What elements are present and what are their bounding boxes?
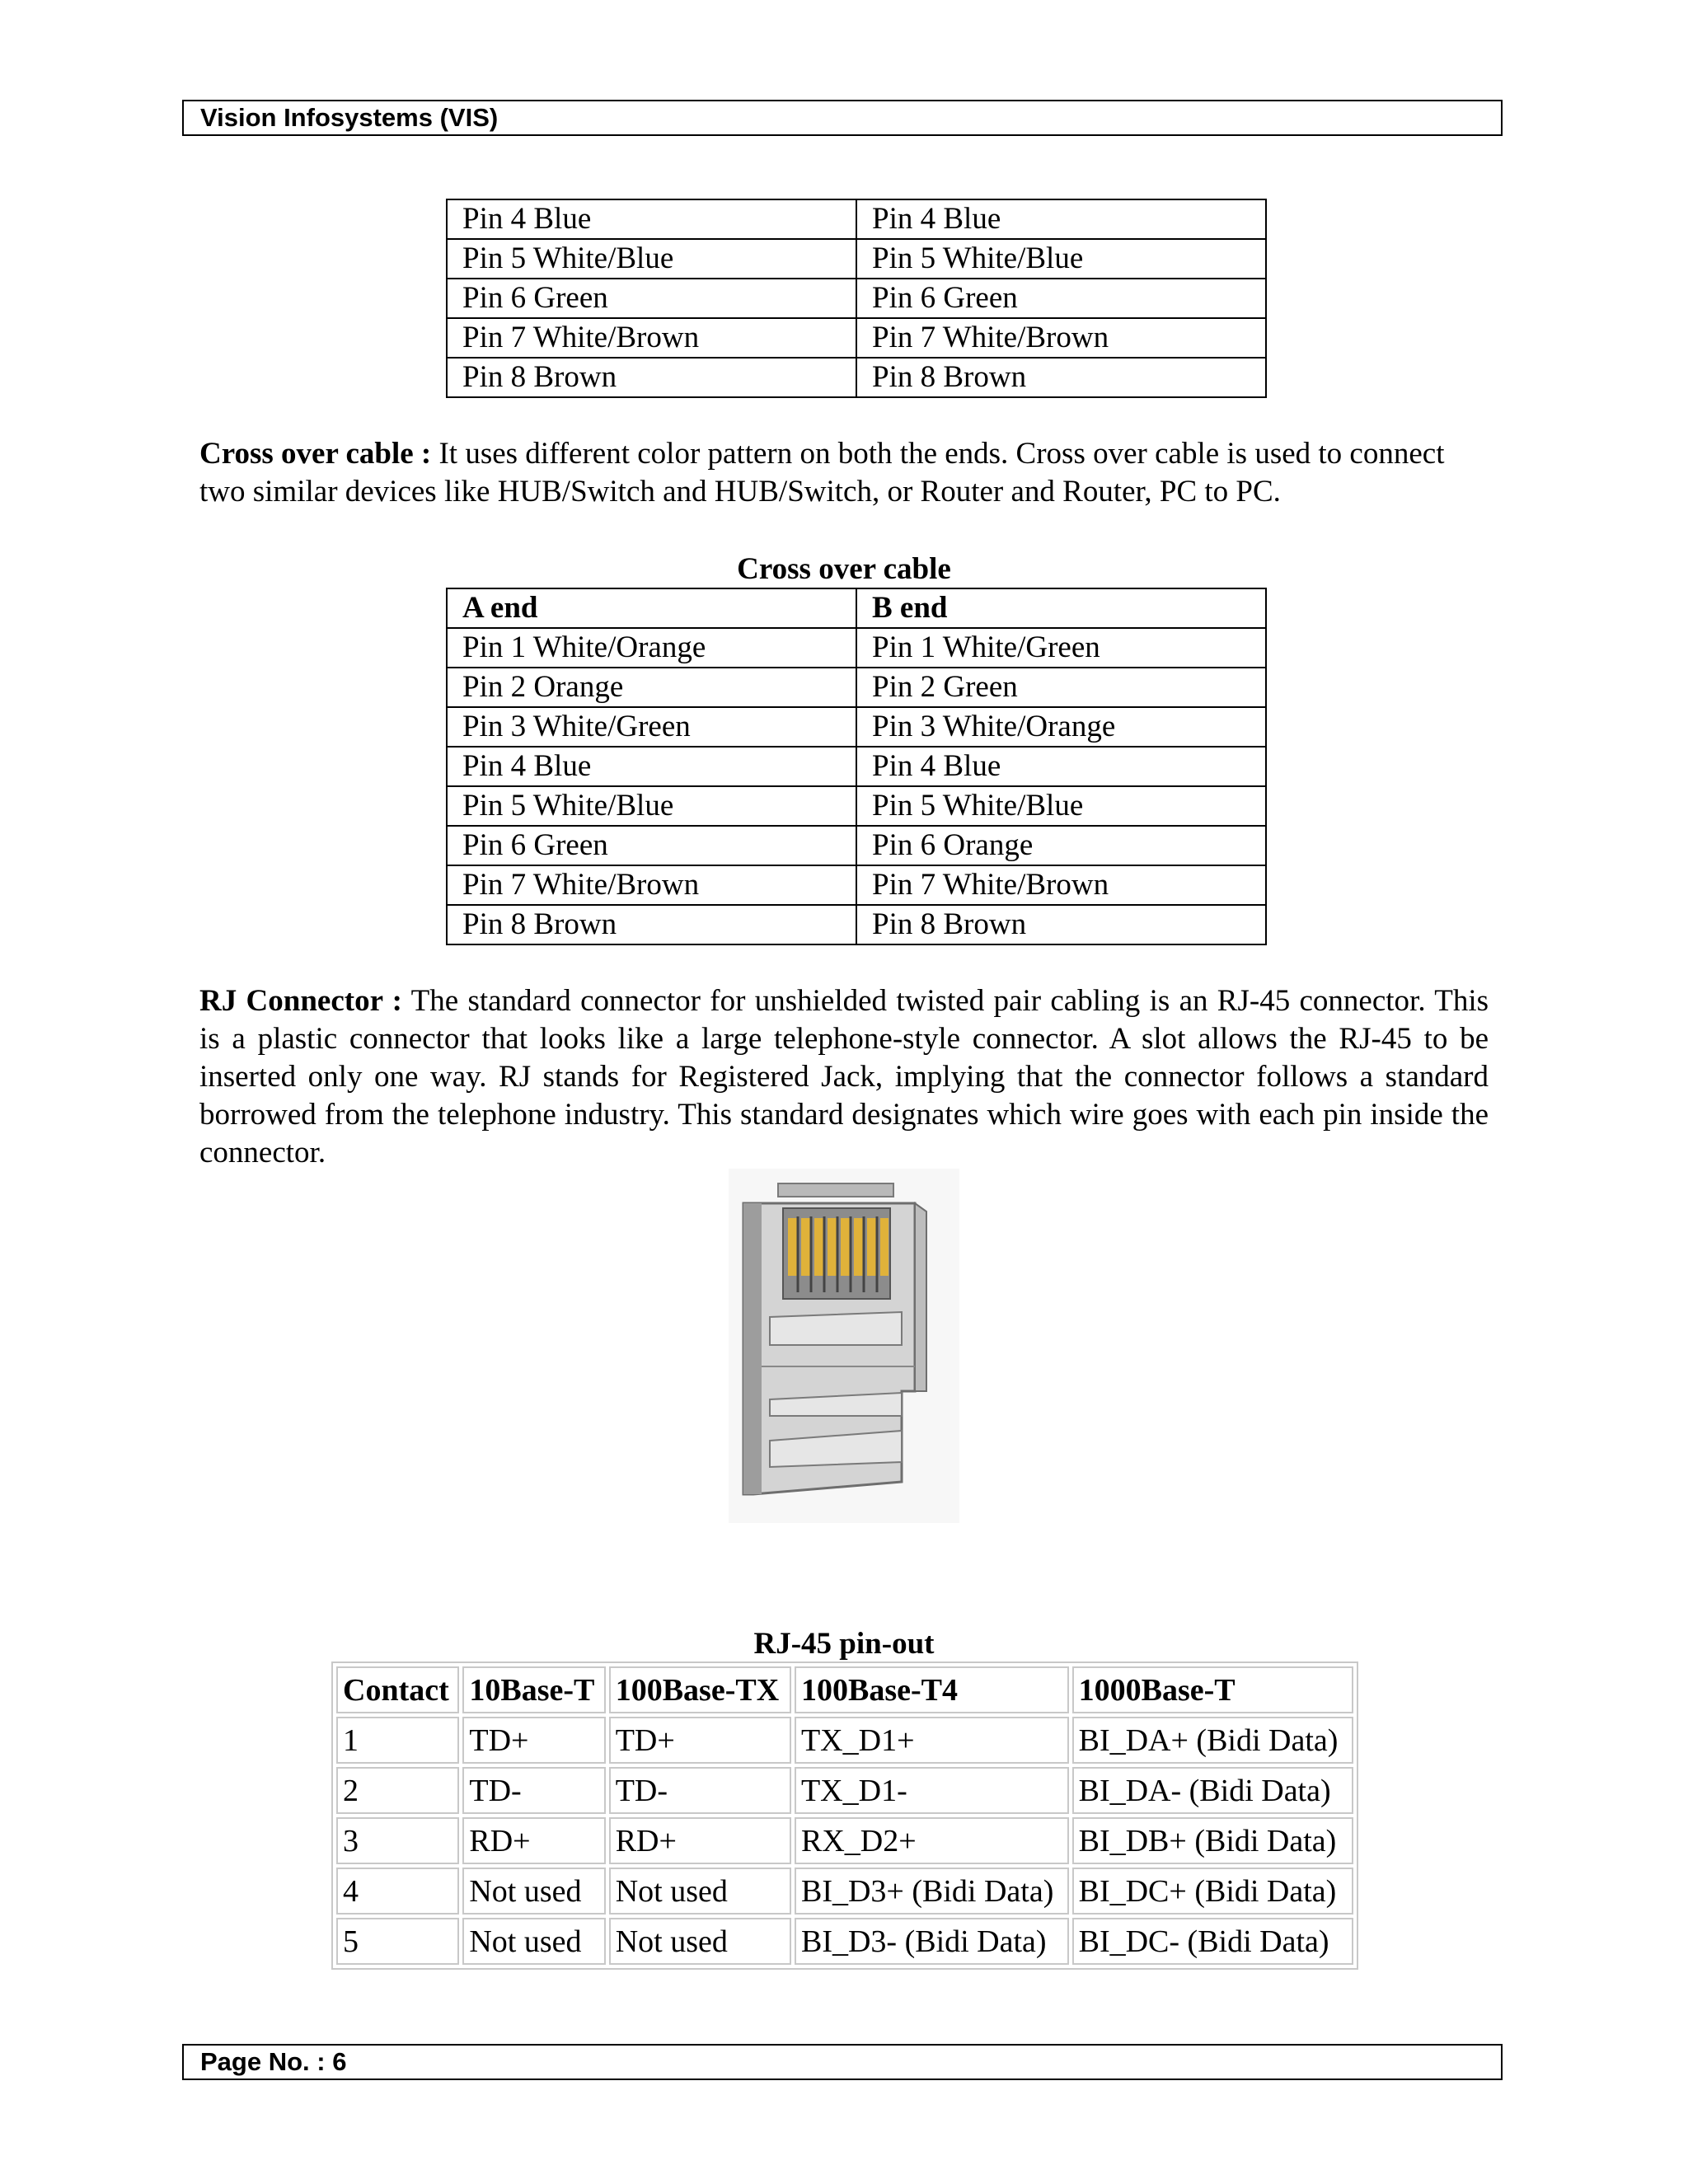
column-header: 1000Base-T xyxy=(1072,1666,1353,1713)
column-header: Contact xyxy=(336,1666,459,1713)
table-cell: RD+ xyxy=(609,1817,791,1864)
table-cell: Not used xyxy=(462,1918,605,1965)
table-row xyxy=(447,707,1266,747)
table-cell: Pin 4 Blue xyxy=(447,199,856,239)
table-row xyxy=(336,1767,1353,1814)
table-cell: Pin 5 White/Blue xyxy=(856,786,1266,826)
table-row xyxy=(447,826,1266,865)
column-header: 100Base-T4 xyxy=(795,1666,1069,1713)
table-row xyxy=(447,786,1266,826)
cross-over-table xyxy=(446,588,1267,945)
table-cell: Not used xyxy=(609,1918,791,1965)
table-cell: Pin 8 Brown xyxy=(447,358,856,397)
table-cell: Pin 4 Blue xyxy=(856,199,1266,239)
table-cell: RX_D2+ xyxy=(795,1817,1069,1864)
table-cell: Pin 5 White/Blue xyxy=(447,786,856,826)
table-row xyxy=(336,1717,1353,1764)
table-row xyxy=(336,1817,1353,1864)
table-cell: Pin 4 Blue xyxy=(447,747,856,786)
table-cell: 3 xyxy=(336,1817,459,1864)
table-cell: RD+ xyxy=(462,1817,605,1864)
table-cell: BI_DB+ (Bidi Data) xyxy=(1072,1817,1353,1864)
table-cell: TD- xyxy=(462,1767,605,1814)
rj45-pinout-caption: RJ-45 pin-out xyxy=(753,1627,935,1661)
cross-over-text: It uses different color pattern on both the ends. Cross over cable is used to connect two similar devices like HUB/Switch and HUB/Switch, or Router and Router, PC to PC. xyxy=(199,437,1445,509)
table-cell: 2 xyxy=(336,1767,459,1814)
table-cell: Pin 1 White/Green xyxy=(856,628,1266,668)
table-cell: TD+ xyxy=(609,1717,791,1764)
table-cell: 4 xyxy=(336,1868,459,1915)
table-row xyxy=(447,318,1266,358)
table-cell: 5 xyxy=(336,1918,459,1965)
column-header: B end xyxy=(856,588,1266,628)
page-header xyxy=(182,100,1503,136)
table-cell: BI_D3- (Bidi Data) xyxy=(795,1918,1069,1965)
table-cell: 1 xyxy=(336,1717,459,1764)
table-cell: Pin 3 White/Green xyxy=(447,707,856,747)
table-cell: Pin 1 White/Orange xyxy=(447,628,856,668)
table-cell: Pin 2 Green xyxy=(856,668,1266,707)
table-cell: Pin 7 White/Brown xyxy=(856,318,1266,358)
rj-connector-paragraph xyxy=(199,982,1489,1172)
table-cell: Pin 6 Orange xyxy=(856,826,1266,865)
table-cell: Pin 8 Brown xyxy=(856,905,1266,944)
table-row xyxy=(447,239,1266,279)
table-cell: Pin 7 White/Brown xyxy=(856,865,1266,905)
table-cell: TX_D1+ xyxy=(795,1717,1069,1764)
table-row xyxy=(447,358,1266,397)
table-cell: Not used xyxy=(609,1868,791,1915)
table-cell: TD+ xyxy=(462,1717,605,1764)
table-row xyxy=(336,1918,1353,1965)
table-cell: BI_DA+ (Bidi Data) xyxy=(1072,1717,1353,1764)
table-row xyxy=(447,628,1266,668)
table-row xyxy=(447,279,1266,318)
page-footer xyxy=(182,2044,1503,2080)
cross-over-lead: Cross over cable : xyxy=(199,437,432,471)
rj45-connector-image xyxy=(729,1169,959,1523)
table-row xyxy=(447,747,1266,786)
table-row xyxy=(336,1868,1353,1915)
cross-over-caption: Cross over cable xyxy=(737,552,951,586)
table-header-row xyxy=(447,588,1266,628)
table-row xyxy=(447,668,1266,707)
table-cell: BI_DC- (Bidi Data) xyxy=(1072,1918,1353,1965)
straight-cable-table xyxy=(446,199,1267,398)
rj-connector-lead: RJ Connector : xyxy=(199,984,402,1018)
rj-connector-text: The standard connector for unshielded twisted pair cabling is an RJ-45 connector. This is a plastic connector that looks like a large telephone-style connector. A slot allows the RJ-45 to be inserted only one way. RJ stands for Registered Jack, implying that the connector follows a standard borrowed from the telephone industry. This standard designates which wire goes with each pin inside the connector. xyxy=(199,984,1489,1169)
table-cell: TX_D1- xyxy=(795,1767,1069,1814)
column-header: A end xyxy=(447,588,856,628)
table-cell: Pin 8 Brown xyxy=(447,905,856,944)
header-title: Vision Infosystems (VIS) xyxy=(200,103,499,132)
table-header-row xyxy=(336,1666,1353,1713)
table-cell: Pin 5 White/Blue xyxy=(447,239,856,279)
table-cell: Not used xyxy=(462,1868,605,1915)
table-cell: Pin 2 Orange xyxy=(447,668,856,707)
table-row xyxy=(447,905,1266,944)
table-cell: BI_DC+ (Bidi Data) xyxy=(1072,1868,1353,1915)
rj45-pinout-table xyxy=(331,1661,1358,1970)
table-cell: BI_DA- (Bidi Data) xyxy=(1072,1767,1353,1814)
table-cell: Pin 6 Green xyxy=(447,279,856,318)
table-cell: TD- xyxy=(609,1767,791,1814)
table-cell: Pin 7 White/Brown xyxy=(447,318,856,358)
column-header: 10Base-T xyxy=(462,1666,605,1713)
table-cell: Pin 7 White/Brown xyxy=(447,865,856,905)
table-cell: Pin 3 White/Orange xyxy=(856,707,1266,747)
column-header: 100Base-TX xyxy=(609,1666,791,1713)
table-cell: Pin 4 Blue xyxy=(856,747,1266,786)
cross-over-paragraph xyxy=(199,435,1489,511)
table-row xyxy=(447,865,1266,905)
page-number: Page No. : 6 xyxy=(200,2047,347,2076)
table-cell: BI_D3+ (Bidi Data) xyxy=(795,1868,1069,1915)
table-cell: Pin 8 Brown xyxy=(856,358,1266,397)
table-row xyxy=(447,199,1266,239)
table-cell: Pin 6 Green xyxy=(447,826,856,865)
table-cell: Pin 5 White/Blue xyxy=(856,239,1266,279)
table-cell: Pin 6 Green xyxy=(856,279,1266,318)
